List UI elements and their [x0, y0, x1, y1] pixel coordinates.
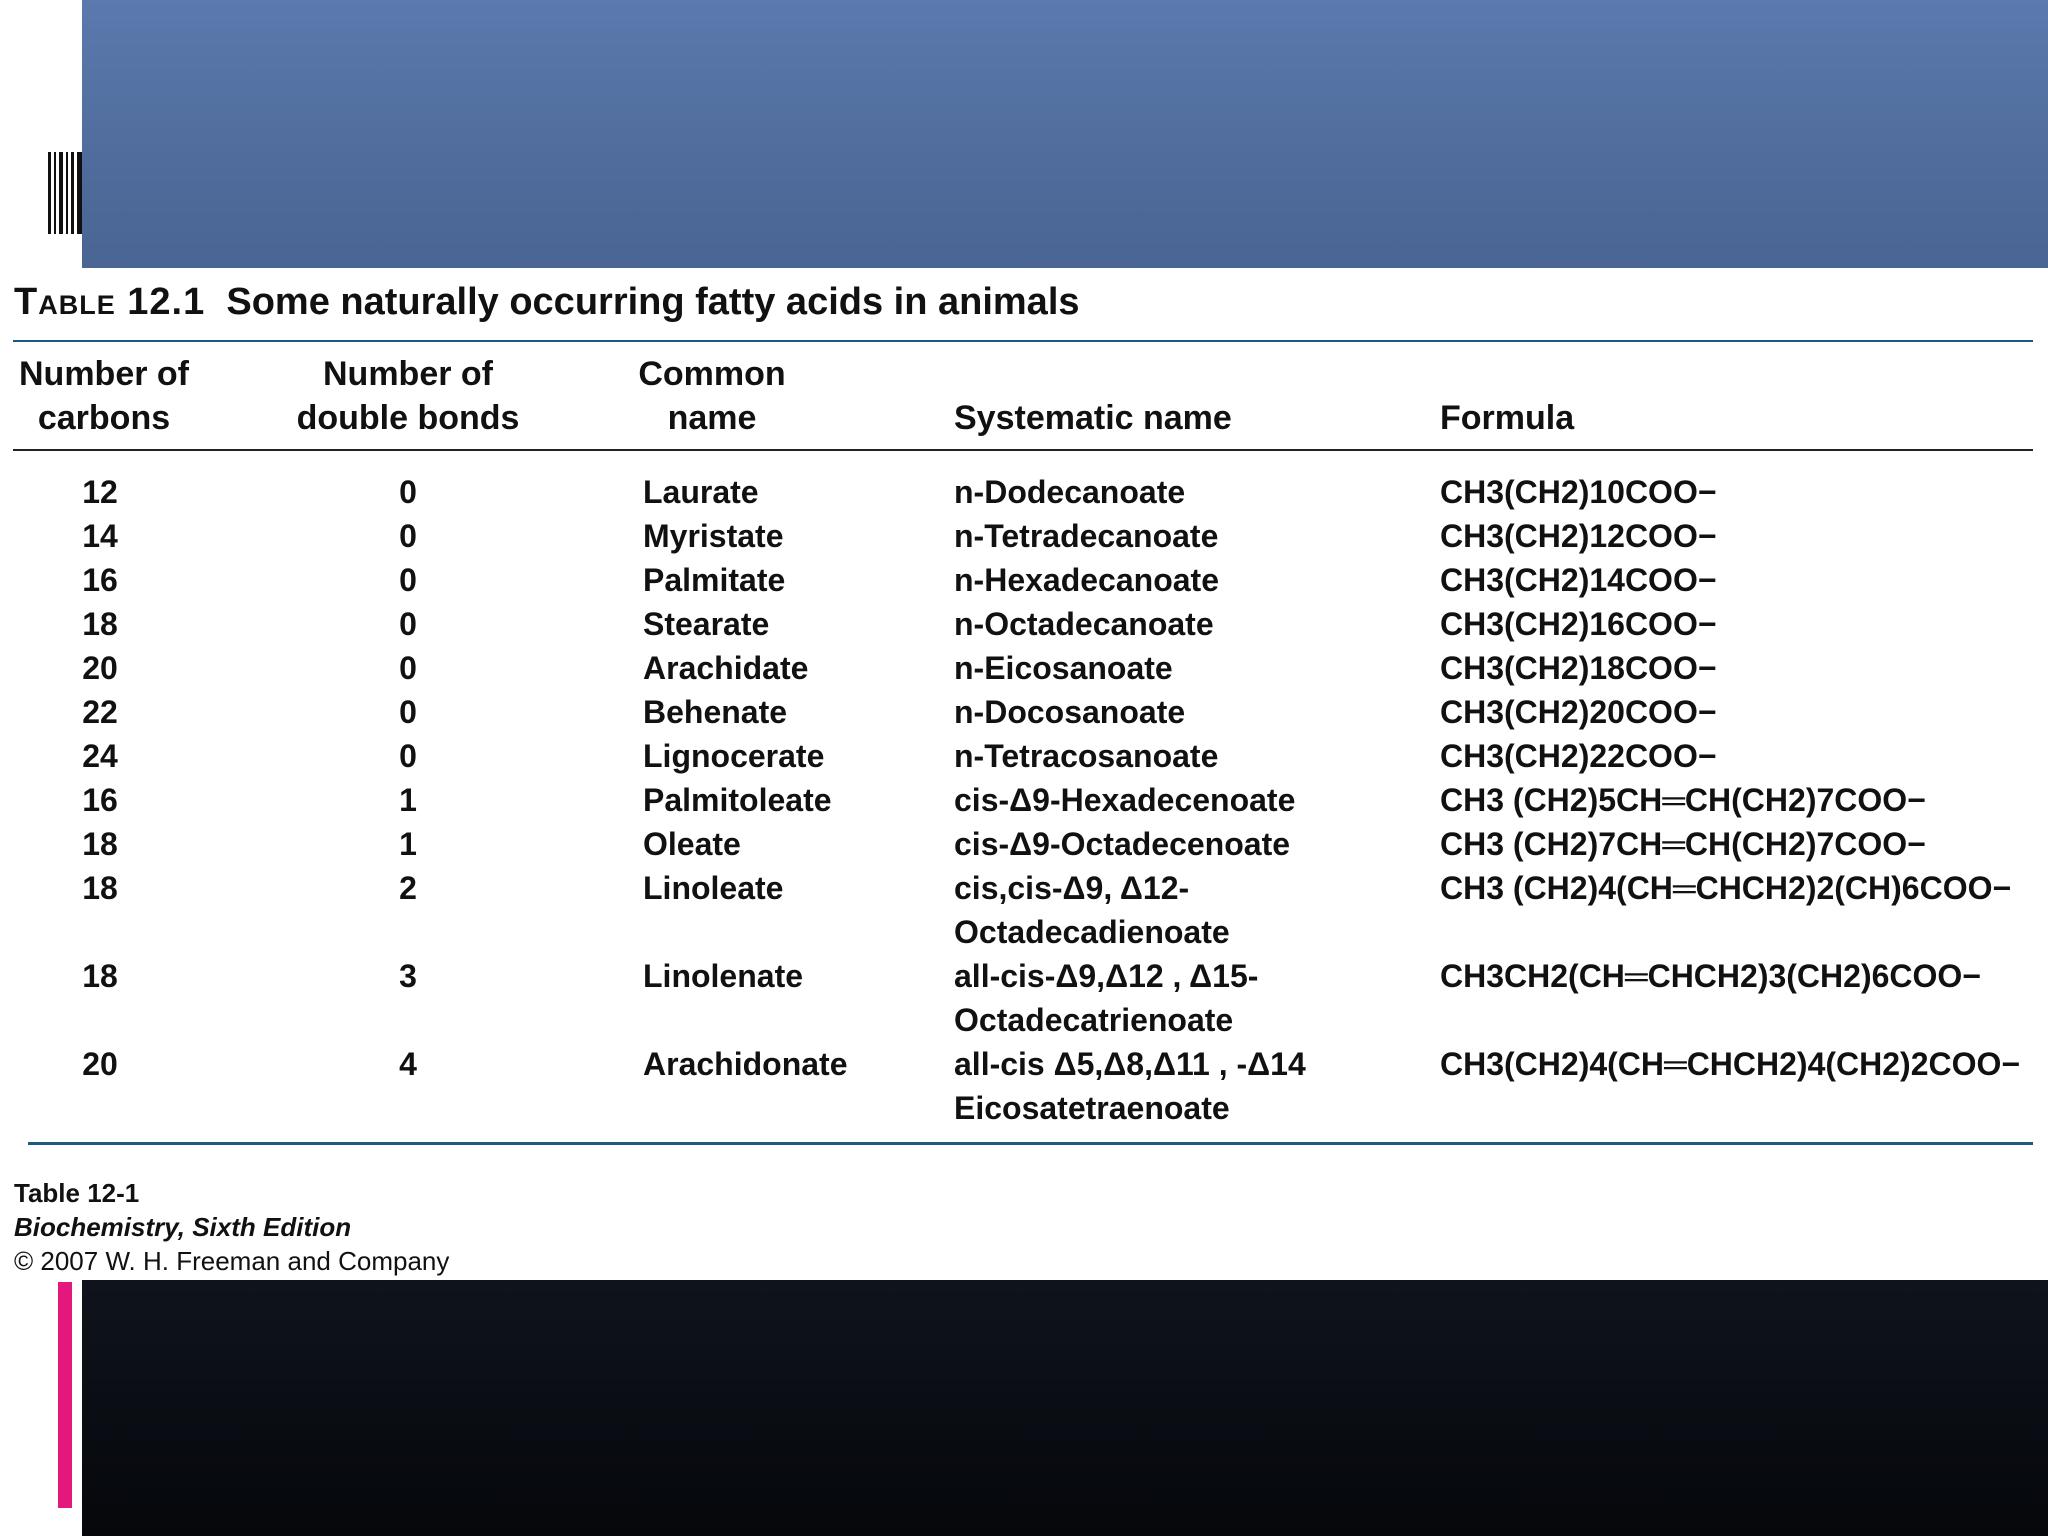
- footer-copyright: © 2007 W. H. Freeman and Company: [14, 1246, 450, 1276]
- cell-common: Linolenate: [643, 958, 804, 994]
- cell-bonds: 1: [399, 782, 417, 818]
- cell-systematic-line2: Octadecadienoate: [954, 914, 1230, 950]
- header-band: [82, 0, 2048, 268]
- cell-formula: CH3CH2(CH═CHCH2)3(CH2)6COO−: [1440, 958, 1981, 994]
- cell-systematic: cis,cis-Δ9, Δ12-: [954, 870, 1190, 906]
- footer-book-title: Biochemistry, Sixth Edition: [14, 1212, 352, 1242]
- cell-bonds: 0: [399, 518, 417, 554]
- cell-common: Lignocerate: [643, 738, 825, 774]
- cell-systematic-line2: Eicosatetraenoate: [954, 1090, 1230, 1126]
- cell-bonds: 0: [399, 474, 417, 510]
- cell-carbons: 18: [82, 826, 118, 862]
- table-row: [0, 690, 2048, 734]
- table-body: [0, 470, 2048, 1130]
- cell-systematic: cis-Δ9-Hexadecenoate: [954, 782, 1296, 818]
- table-row: [0, 866, 2048, 954]
- header-formula: Formula: [1440, 399, 1575, 437]
- table-row: [0, 734, 2048, 778]
- cell-systematic: n-Dodecanoate: [954, 474, 1186, 510]
- top-rule: [13, 340, 2033, 342]
- cell-bonds: 0: [399, 694, 417, 730]
- table-row: [0, 1042, 2048, 1130]
- footer-table-number: Table 12-1: [14, 1178, 140, 1208]
- cell-bonds: 0: [399, 606, 417, 642]
- cell-systematic: all-cis Δ5,Δ8,Δ11 , -Δ14: [954, 1046, 1306, 1082]
- cell-formula: CH3(CH2)10COO−: [1440, 474, 1717, 510]
- header-common-line1: Common: [638, 355, 786, 393]
- cell-bonds: 0: [399, 650, 417, 686]
- cell-formula: CH3(CH2)16COO−: [1440, 606, 1717, 642]
- cell-formula: CH3(CH2)12COO−: [1440, 518, 1717, 554]
- header-bonds-line1: Number of: [323, 355, 493, 393]
- header-bonds-line2: double bonds: [296, 399, 520, 437]
- cell-systematic: n-Eicosanoate: [954, 650, 1173, 686]
- header-carbons: [14, 352, 194, 440]
- cell-common: Laurate: [643, 474, 759, 510]
- cell-bonds: 1: [399, 826, 417, 862]
- cell-carbons: 22: [82, 694, 118, 730]
- table-row: [0, 558, 2048, 602]
- header-common: [628, 352, 796, 440]
- cell-carbons: 12: [82, 474, 118, 510]
- cell-common: Palmitate: [643, 562, 786, 598]
- cell-carbons: 18: [82, 958, 118, 994]
- cell-systematic: n-Docosanoate: [954, 694, 1186, 730]
- cell-formula: CH3(CH2)14COO−: [1440, 562, 1717, 598]
- table-row: [0, 822, 2048, 866]
- header-rule: [13, 449, 2033, 451]
- table-title: [14, 278, 1080, 326]
- cell-bonds: 3: [399, 958, 417, 994]
- header-carbons-line2: carbons: [37, 399, 171, 437]
- cell-carbons: 18: [82, 870, 118, 906]
- cell-common: Linoleate: [643, 870, 784, 906]
- table-title-prefix: Table 12.1: [14, 281, 206, 323]
- barcode-icon: [48, 152, 82, 234]
- cell-bonds: 0: [399, 562, 417, 598]
- table-row: [0, 646, 2048, 690]
- cell-systematic-line2: Octadecatrienoate: [954, 1002, 1234, 1038]
- cell-carbons: 16: [82, 562, 118, 598]
- cell-common: Palmitoleate: [643, 782, 832, 818]
- header-bonds: [288, 352, 528, 440]
- cell-formula: CH3(CH2)18COO−: [1440, 650, 1717, 686]
- table-row: [0, 602, 2048, 646]
- cell-systematic: n-Hexadecanoate: [954, 562, 1219, 598]
- table-row: [0, 514, 2048, 558]
- header-common-line2: name: [667, 399, 757, 437]
- cell-carbons: 18: [82, 606, 118, 642]
- cell-systematic: cis-Δ9-Octadecenoate: [954, 826, 1291, 862]
- table-row: [0, 470, 2048, 514]
- cell-common: Arachidate: [643, 650, 809, 686]
- cell-bonds: 0: [399, 738, 417, 774]
- header-carbons-line1: Number of: [19, 355, 189, 393]
- header-systematic: Systematic name: [954, 399, 1232, 437]
- cell-formula: CH3(CH2)22COO−: [1440, 738, 1717, 774]
- cell-common: Arachidonate: [643, 1046, 848, 1082]
- cell-systematic: n-Tetracosanoate: [954, 738, 1219, 774]
- table-row: [0, 954, 2048, 1042]
- cell-systematic: n-Tetradecanoate: [954, 518, 1219, 554]
- cell-carbons: 16: [82, 782, 118, 818]
- cell-common: Stearate: [643, 606, 770, 642]
- cell-formula: CH3(CH2)20COO−: [1440, 694, 1717, 730]
- accent-bar: [58, 1282, 72, 1508]
- cell-carbons: 24: [82, 738, 118, 774]
- cell-carbons: 14: [82, 518, 118, 554]
- cell-common: Oleate: [643, 826, 741, 862]
- cell-formula: CH3(CH2)4(CH═CHCH2)4(CH2)2COO−: [1440, 1046, 2021, 1082]
- cell-formula: CH3 (CH2)4(CH═CHCH2)2(CH)6COO−: [1440, 870, 2012, 906]
- cell-common: Myristate: [643, 518, 784, 554]
- cell-bonds: 4: [399, 1046, 417, 1082]
- footer-band: [82, 1280, 2048, 1536]
- cell-common: Behenate: [643, 694, 788, 730]
- table-row: [0, 778, 2048, 822]
- cell-formula: CH3 (CH2)7CH═CH(CH2)7COO−: [1440, 826, 1926, 862]
- table-title-text: Some naturally occurring fatty acids in animals: [226, 281, 1080, 323]
- cell-systematic: n-Octadecanoate: [954, 606, 1214, 642]
- cell-bonds: 2: [399, 870, 417, 906]
- cell-carbons: 20: [82, 1046, 118, 1082]
- cell-carbons: 20: [82, 650, 118, 686]
- bottom-rule: [28, 1142, 2033, 1145]
- cell-systematic: all-cis-Δ9,Δ12 , Δ15-: [954, 958, 1259, 994]
- cell-formula: CH3 (CH2)5CH═CH(CH2)7COO−: [1440, 782, 1926, 818]
